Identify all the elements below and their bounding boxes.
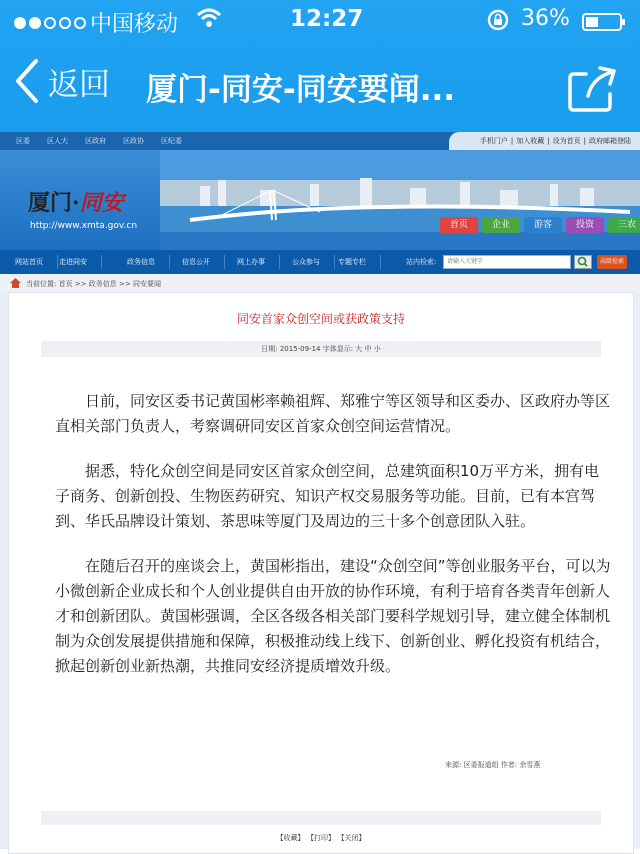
app-top-bar: [0, 0, 640, 132]
share-button[interactable]: [566, 64, 620, 114]
site-logo[interactable]: 厦门·同安: [28, 190, 124, 216]
utility-right-links: 手机门户 | 加入收藏 | 设为首页 | 政府邮箱登陆: [449, 132, 640, 150]
site-url: http://www.xmta.gov.cn: [30, 221, 138, 231]
nav-item[interactable]: 走进同安: [59, 258, 87, 266]
search-input[interactable]: [443, 255, 571, 269]
audience-tab[interactable]: 投资: [566, 217, 604, 233]
back-button[interactable]: [14, 56, 110, 106]
utility-link[interactable]: 区纪委: [161, 137, 182, 145]
rotation-lock-icon: [486, 8, 510, 38]
utility-links: [16, 136, 199, 146]
battery-icon: [582, 13, 622, 31]
main-navigation: [0, 250, 640, 274]
utility-link[interactable]: 区政府: [85, 137, 106, 145]
utility-link[interactable]: 区政协: [123, 137, 144, 145]
article-paragraph: 日前，同安区委书记黄国彬率赖祖辉、郑雅宁等区领导和区委办、区政府办等区直相关部门负责人，考察调研同安区首家众创空间运营情况。: [55, 392, 611, 435]
back-label: 返回: [48, 66, 110, 103]
share-icon: [566, 64, 620, 114]
utility-link[interactable]: 区人大: [47, 137, 68, 145]
nav-item[interactable]: 信息公开: [182, 258, 210, 266]
page-title: 厦门-同安-同安要闻...: [146, 72, 456, 108]
utility-right-link[interactable]: 政府邮箱登陆: [589, 137, 631, 145]
battery-percentage: 36%: [521, 6, 570, 31]
audience-tab[interactable]: 首页: [440, 217, 478, 233]
city-skyline-image: [160, 150, 640, 250]
nav-separator: [224, 255, 225, 269]
breadcrumb-text: 当前位置: 首页 >> 政务信息 >> 同安要闻: [26, 280, 161, 288]
nav-separator: [279, 255, 280, 269]
search-button[interactable]: [574, 255, 592, 269]
article-meta: 日期: 2015-09-14 字体显示: 大 中 小: [41, 341, 601, 357]
utility-right-link[interactable]: 加入收藏: [516, 137, 545, 145]
nav-separator: [169, 255, 170, 269]
status-bar: [0, 6, 640, 36]
nav-separator: [101, 255, 102, 269]
article-paragraph: 据悉，特化众创空间是同安区首家众创空间，总建筑面积10万平方米，拥有电子商务、创新创投、生物医药研究、知识产权交易服务等功能。目前，已有本宫驾到、华氏品牌设计策划、茶思味等厦门及周边的三十多个创意团队入驻。: [55, 462, 600, 530]
nav-item[interactable]: 专题专栏: [338, 258, 366, 266]
nav-item[interactable]: 公众参与: [292, 258, 320, 266]
article-title: 同安首家众创空间或获政策支持: [236, 312, 405, 326]
article-source: 来源: 区委报道组 作者: 余雪燕: [445, 761, 541, 769]
home-icon: [10, 278, 21, 288]
search-label: 站内检索:: [406, 258, 437, 266]
advanced-search-button[interactable]: 高级检索: [597, 255, 627, 269]
nav-item[interactable]: 政务信息: [127, 258, 155, 266]
utility-right-link[interactable]: 手机门户: [479, 137, 508, 145]
audience-tab[interactable]: 企业: [482, 217, 520, 233]
audience-tab[interactable]: 三农: [608, 217, 640, 233]
divider: [41, 811, 601, 825]
article-action[interactable]: 【关闭】: [341, 834, 366, 842]
utility-right-link[interactable]: 设为首页: [552, 137, 581, 145]
article-body: [55, 389, 611, 699]
wifi-icon: [196, 8, 222, 34]
nav-separator: [380, 255, 381, 269]
article-action[interactable]: 【收藏】: [276, 834, 305, 842]
signal-strength-icon: [14, 10, 89, 35]
nav-separator: [334, 255, 335, 269]
article-paragraph: 在随后召开的座谈会上，黄国彬指出，建设“众创空间”等创业服务平台，可以为小微创新企业成长和个人创业提供自由开放的协作环境，有利于培育各类青年创新人才和创新团队。黄国彬强调，全区各级各相关部门要科学规划引导，建立健全体制机制为众创发展提供措施和保障，积极推动线上线下、创新创业、孵化投资有机结合，掀起创新创业新热潮，共推同安经济提质增效升级。: [55, 557, 611, 675]
audience-tabs: [440, 217, 640, 233]
utility-link[interactable]: 区委: [16, 137, 30, 145]
clock: 12:27: [290, 6, 364, 32]
nav-separator: [57, 255, 58, 269]
nav-item[interactable]: 网站首页: [15, 258, 43, 266]
article-action[interactable]: 【打印】: [310, 834, 335, 842]
breadcrumb: [0, 274, 640, 293]
audience-tab[interactable]: 游客: [524, 217, 562, 233]
utility-bar: [0, 132, 640, 150]
carrier-name: 中国移动: [90, 12, 179, 37]
chevron-left-icon: [14, 58, 40, 104]
search-icon: [575, 256, 591, 268]
article-card: [8, 292, 634, 854]
nav-item[interactable]: 网上办事: [237, 258, 265, 266]
web-page: [0, 132, 640, 849]
article-actions: [9, 833, 633, 843]
site-banner: [0, 150, 640, 250]
